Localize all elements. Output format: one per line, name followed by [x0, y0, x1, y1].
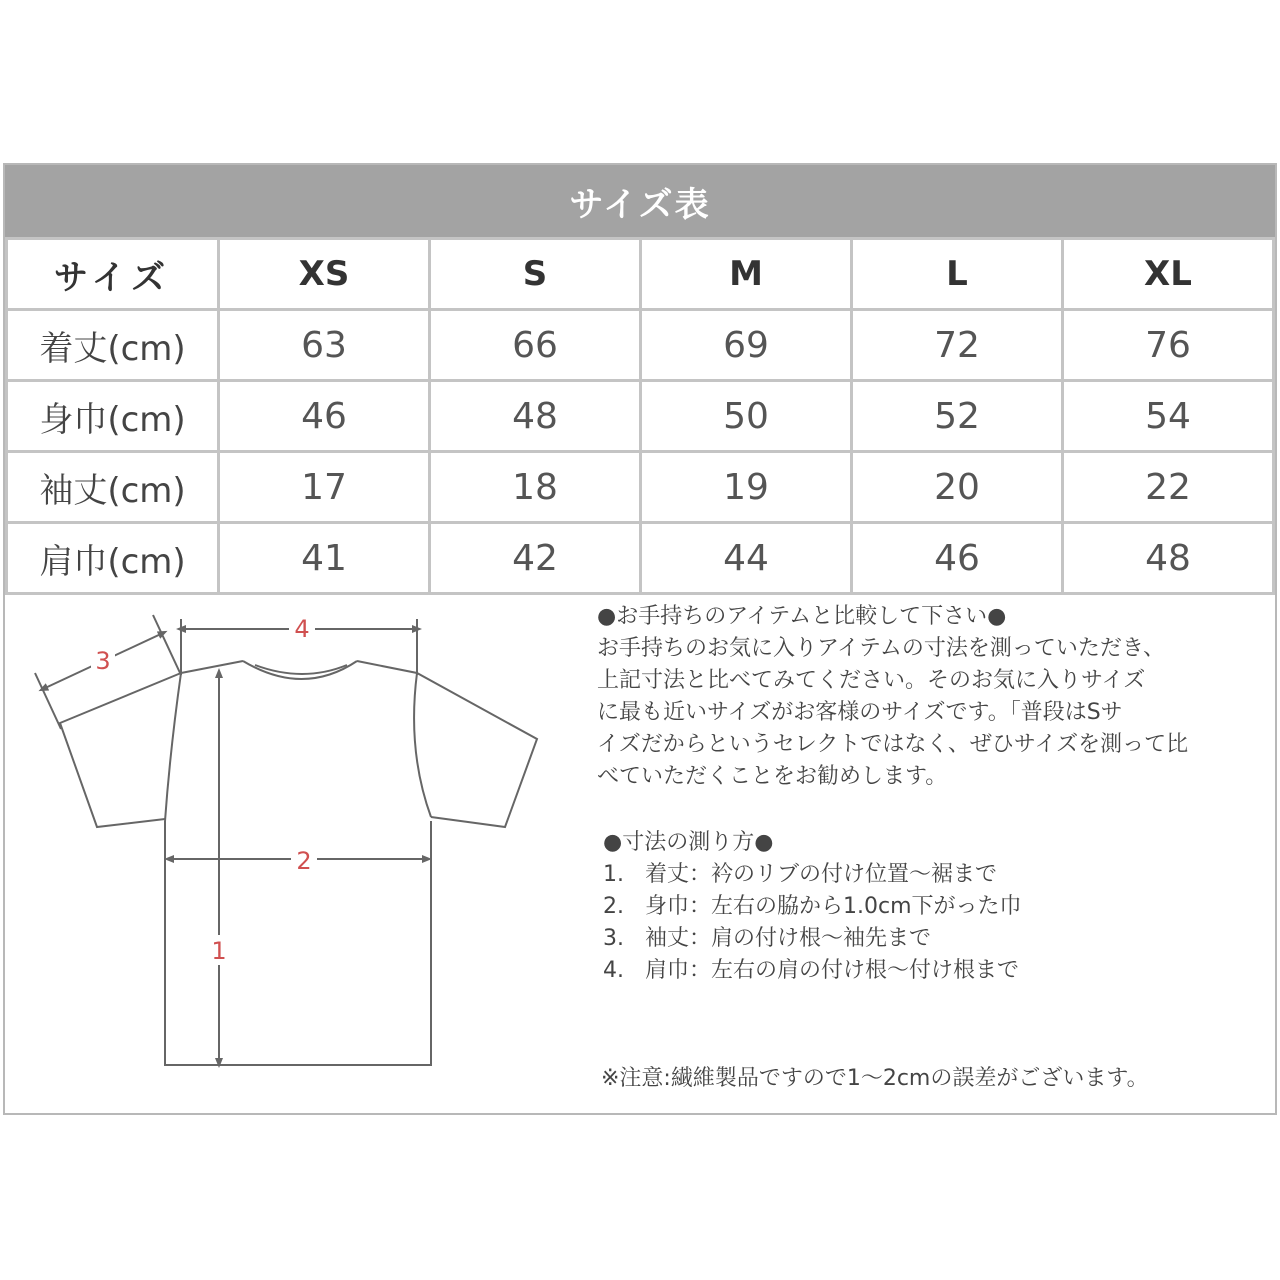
header-cell-xs: XS [219, 239, 430, 310]
list-item [603, 859, 1267, 891]
table-cell: 44 [641, 523, 852, 594]
table-cell: 66 [430, 310, 641, 381]
table-cell: 46 [219, 381, 430, 452]
table-cell: 54 [1063, 381, 1274, 452]
table-cell: 63 [219, 310, 430, 381]
header-cell-size: サイズ [7, 239, 219, 310]
table-cell: 69 [641, 310, 852, 381]
caution-note: ※注意:繊維製品ですので1～2cmの誤差がございます。 [601, 1066, 1149, 1091]
tshirt-diagram [5, 581, 585, 1113]
list-item [603, 923, 1267, 955]
diagram-label-4: 4 [294, 615, 310, 643]
table-cell: 76 [1063, 310, 1274, 381]
compare-line: お手持ちのお気に入りアイテムの寸法を測っていただき、 [597, 636, 1166, 661]
list-item-text: 身巾：左右の脇から1.0cm下がった巾 [645, 894, 1022, 919]
table-cell: 50 [641, 381, 852, 452]
compare-line: 上記寸法と比べてみてください。そのお気に入りサイズ [597, 668, 1146, 693]
row-label-width: 身巾(cm) [7, 381, 219, 452]
list-item [603, 955, 1267, 987]
lower-section [5, 581, 1275, 1113]
compare-line: に最も近いサイズがお客様のサイズです。「普段はSサ [597, 700, 1123, 725]
compare-heading: ●お手持ちのアイテムと比較して下さい● [597, 604, 1007, 629]
list-item-number: 3. [603, 926, 624, 951]
diagram-label-2: 2 [296, 847, 312, 875]
header-cell-s: S [430, 239, 641, 310]
diagram-label-1: 1 [211, 937, 227, 965]
measure-lines [35, 615, 427, 1063]
size-table [5, 237, 1275, 595]
table-row [7, 310, 1274, 381]
list-item-text: 袖丈：肩の付け根～袖先まで [645, 926, 932, 951]
table-cell: 46 [852, 523, 1063, 594]
header-cell-l: L [852, 239, 1063, 310]
header-cell-xl: XL [1063, 239, 1274, 310]
table-cell: 48 [430, 381, 641, 452]
measure-list [597, 859, 1267, 987]
table-cell: 22 [1063, 452, 1274, 523]
compare-line: イズだからというセレクトではなく、ぜひサイズを測って比 [597, 732, 1189, 757]
list-item-number: 1. [603, 862, 624, 887]
compare-line: べていただくことをお勧めします。 [597, 764, 948, 789]
measure-heading: ●寸法の測り方● [603, 830, 774, 855]
row-label-shoulder: 肩巾(cm) [7, 523, 219, 594]
table-cell: 20 [852, 452, 1063, 523]
header-cell-m: M [641, 239, 852, 310]
table-cell: 17 [219, 452, 430, 523]
size-chart-panel [3, 163, 1277, 1115]
table-cell: 48 [1063, 523, 1274, 594]
row-label-sleeve: 袖丈(cm) [7, 452, 219, 523]
measurement-notes [597, 601, 1267, 1091]
list-item-text: 着丈：衿のリブの付け位置～裾まで [645, 862, 998, 887]
table-cell: 52 [852, 381, 1063, 452]
table-cell: 41 [219, 523, 430, 594]
table-cell: 18 [430, 452, 641, 523]
list-item-number: 4. [603, 958, 624, 983]
table-cell: 19 [641, 452, 852, 523]
list-item-number: 2. [603, 894, 624, 919]
table-header-row [7, 239, 1274, 310]
row-label-length: 着丈(cm) [7, 310, 219, 381]
table-row [7, 452, 1274, 523]
compare-paragraph [597, 633, 1267, 793]
list-item [603, 891, 1267, 923]
table-cell: 72 [852, 310, 1063, 381]
table-row [7, 381, 1274, 452]
size-chart-title: サイズ表 [5, 165, 1275, 237]
list-item-text: 肩巾：左右の肩の付け根～付け根まで [645, 958, 1020, 983]
table-cell: 42 [430, 523, 641, 594]
diagram-label-3: 3 [95, 647, 111, 675]
